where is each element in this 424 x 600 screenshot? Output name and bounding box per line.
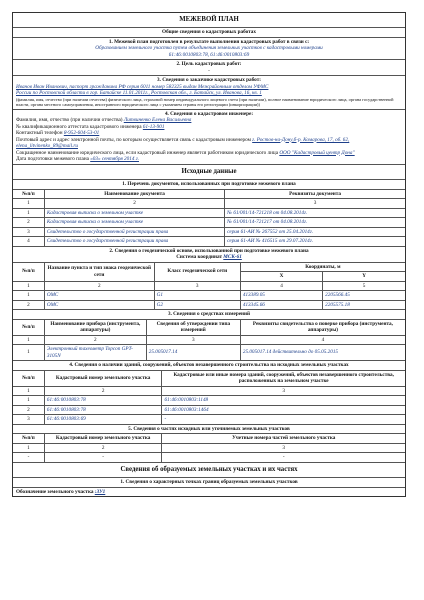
table-row [13,345,405,361]
geodetic-header-num: №п/п [13,263,44,282]
cell-num: 1 [13,396,44,406]
customer-line-2: России по Ростовской области в гор. Батайске 11.01.2011г., Ростовская обл., г. Батайск, ул. Иванова, 16, кв. 1 [16,90,262,97]
table-row [13,291,405,301]
column-number: 3 [225,199,405,209]
cell-doc-name: Кадастровая выписка о земельном участке [44,208,224,218]
parts-header-parcel: Кадастровый номер земельного участка [44,434,162,443]
cell-class: G2 [154,300,240,309]
column-number: 3 [162,443,405,453]
column-number: 2 [44,199,224,209]
column-number: 1 [13,335,44,345]
address-label: Почтовый адрес и адрес электронной почты, по которым осуществляется связь с кадастровым инженером [16,136,251,143]
cell-object: 61:46:0010803:1148 [162,396,405,406]
date-value: «03» сентября 2014 г. [90,156,139,163]
section-2-title: 2. Цель кадастровых работ: [176,61,242,68]
phone-value: 8-952-604-53-01 [63,130,100,137]
coordinate-system-label: Система координат [176,254,222,261]
geodetic-header-coords: Координаты, м [240,263,405,272]
buildings-table-title: 4. Сведения о наличии зданий, сооружений, объектов незавершенного строительства на исходных земельных участках [13,361,405,371]
cell-part: - [162,453,405,462]
parcel-designation-value: :ЗУ1 [94,488,106,495]
parcel-designation-line [13,488,405,497]
column-number: 1 [13,386,44,396]
instruments-header-type: Сведения об утверждении типа измерений [146,320,240,336]
cell-parcel: 61:46:0010803:69 [44,415,162,424]
documents-header-details: Реквизиты документа [225,190,405,199]
date-line [16,156,402,163]
engineer-name-label: Фамилия, имя, отчество (при наличии отчества) [16,117,123,124]
cell-object: 61:46:0010803:1464 [162,405,405,415]
column-number: 4 [240,281,322,291]
cell-object: - [162,415,405,424]
instruments-header-cert: Реквизиты свидетельства о поверке прибора (инструмента, аппаратуры) [240,320,405,336]
section-1-numbers: 61:46:0010803:78, 61:46:0010803:69 [168,51,250,58]
engineer-name-value: Литвиненко Елена Васильевна [123,117,192,124]
cell-instrument: Электронный тахеометр Topcon GPT-3105N [44,345,146,361]
column-number: 2 [44,386,162,396]
cell-num: 1 [13,291,44,301]
customer-line-1: Иванов Иван Иванович, паспорт гражданина РФ серия 6011 номер 582325 выдан Межрайонным отделом УФМС [16,83,269,90]
cell-parcel: 61:46:0010803:78 [44,405,162,415]
cell-num: 1 [13,345,44,361]
section-3 [13,76,405,109]
cell-num: 2 [13,300,44,309]
section-1-title: 1. Межевой план подготовлен в результате выполнения кадастровых работ в связи с: [108,38,310,45]
buildings-header-objects: Кадастровые или иные номера зданий, сооружений, объектов незавершенного строительства, расположенных на земельном участке [162,371,405,387]
column-number: 1 [13,443,44,453]
section-1-text: Образованием земельного участка путем объединения земельных участков с кадастровыми номерами [95,45,323,52]
cell-num: 3 [13,227,44,237]
section-1 [13,38,405,61]
column-number: 1 [13,281,44,291]
instruments-table [13,320,405,362]
column-number: 1 [13,199,44,209]
coordinate-system-line [16,254,402,261]
parcel-designation-label: Обозначение земельного участка [16,488,94,495]
certificate-value: 61-13-901 [142,123,165,130]
section-2 [13,60,405,76]
column-number: 4 [240,335,405,345]
date-label: Дата подготовки межевого плана [16,156,89,163]
cell-verification: 25.005017.14 действительно до 05.05.2015 [240,345,405,361]
coordinate-system-value: МСК-61 [223,254,242,261]
formed-parcels-header: Сведения об образуемых земельных участках и их частях [13,463,405,478]
cell-doc-name: Свидетельство о государственной регистрации права [44,227,224,237]
geodetic-header-y: Y [323,272,405,282]
column-number: 3 [162,386,405,396]
geodetic-header-class: Класс геодезической сети [154,263,240,282]
cell-doc-name: Свидетельство о государственной регистрации права [44,237,224,246]
column-number: 2 [44,443,162,453]
cell-parcel: - [44,453,162,462]
general-info-header: Общие сведения о кадастровых работах [13,28,405,38]
geodetic-title: 2. Сведения о геодезической основе, использованной при подготовке межевого плана [109,247,309,254]
cell-x: 413389.05 [240,291,322,301]
parts-header-num: №п/п [13,434,44,443]
cell-point: ОМС [44,291,154,301]
buildings-header-num: №п/п [13,371,44,387]
document-title: МЕЖЕВОЙ ПЛАН [13,13,405,28]
table-row [13,218,405,228]
customer-note: (фамилия, имя, отчество (при наличии отчества) физического лица, страховой номер индивидуального лицевого счета (при наличии), полное наименование юридического лица, органа государственной власти, органа местного самоуправления, иностранного юридического лица с указанием страны его регистрации (инкорпорации)) [16,96,394,108]
cell-num: 2 [13,405,44,415]
instruments-header-num: №п/п [13,320,44,336]
geodetic-header-point: Название пункта и тип знака геодезической сети [44,263,154,282]
cell-doc-details: № 61/001/14-721218 от 04.08.2014г. [225,208,405,218]
cell-num: 1 [13,208,44,218]
cell-y: 2205575.18 [323,300,405,309]
documents-header-num: №п/п [13,190,44,199]
source-data-header: Исходные данные [13,165,405,180]
cell-parcel: 61:46:0010803:78 [44,396,162,406]
table-row [13,415,405,424]
parts-table [13,434,405,463]
cell-class: G1 [154,291,240,301]
geodetic-table [13,263,405,311]
geodetic-header-x: X [240,272,322,282]
section-4 [13,110,405,165]
cell-point: ОМС [44,300,154,309]
table-row [13,237,405,246]
phone-label: Контактный телефон [16,130,63,137]
organization-label: Сокращенное наименование юридического лица, если кадастровый инженер является работником юридического лица [16,149,279,156]
parts-header-parts: Учетные номера частей земельного участка [162,434,405,443]
cell-num: - [13,453,44,462]
column-number: 2 [44,335,146,345]
section-4-title: 4. Сведения о кадастровом инженере: [164,110,254,117]
table-row [13,453,405,462]
boundary-plan-document [12,12,406,497]
cell-doc-details: серия 61-АИ № 267552 от 25.04.2014г. [225,227,405,237]
cell-doc-details: серия 61-АИ № 416515 от 29.07.2014г. [225,237,405,246]
buildings-table [13,371,405,425]
table-row [13,405,405,415]
table-row [13,227,405,237]
address-value: г. Ростов-на-Дону,б-р. Комарова, 17, об. 62, [252,136,350,143]
cell-doc-details: № 61/001/14-721217 от 04.08.2014г. [225,218,405,228]
buildings-header-parcel: Кадастровый номер земельного участка [44,371,162,387]
cell-type-approval: 25.005017.14 [146,345,240,361]
address-line [16,137,402,150]
organization-value: ООО "Кадастровый центр Дона" [279,149,355,156]
column-number: 5 [323,281,405,291]
documents-header-name: Наименование документа [44,190,224,199]
instruments-header-name: Наименование прибора (инструмента, аппаратуры) [44,320,146,336]
email-link[interactable]: elena_litvinenko_89@mail.ru [16,143,78,150]
boundary-points-title: 1. Сведения о характерных точках границ образуемых земельных участков [13,478,405,488]
cell-num: 3 [13,415,44,424]
cell-doc-name: Кадастровая выписка о земельном участке [44,218,224,228]
certificate-label: № квалификационного аттестата кадастрового инженера [16,123,142,130]
instruments-table-title: 3. Сведения о средствах измерений [13,310,405,320]
column-number: 2 [44,281,154,291]
documents-table-title: 1. Перечень документов, использованных при подготовке межевого плана [13,180,405,190]
parts-table-title: 5. Сведения о частях исходных или уточняемых земельных участков [13,425,405,435]
cell-num: 4 [13,237,44,246]
table-row [13,208,405,218]
column-number: 3 [146,335,240,345]
table-row [13,396,405,406]
cell-y: 2205566.45 [323,291,405,301]
cell-x: 413345.66 [240,300,322,309]
cell-num: 2 [13,218,44,228]
section-2-value: - [208,67,210,74]
column-number: 3 [154,281,240,291]
section-3-title: 3. Сведения о заказчике кадастровых работ: [157,77,261,84]
documents-table [13,190,405,247]
table-row [13,300,405,309]
geodetic-table-title [13,247,405,263]
